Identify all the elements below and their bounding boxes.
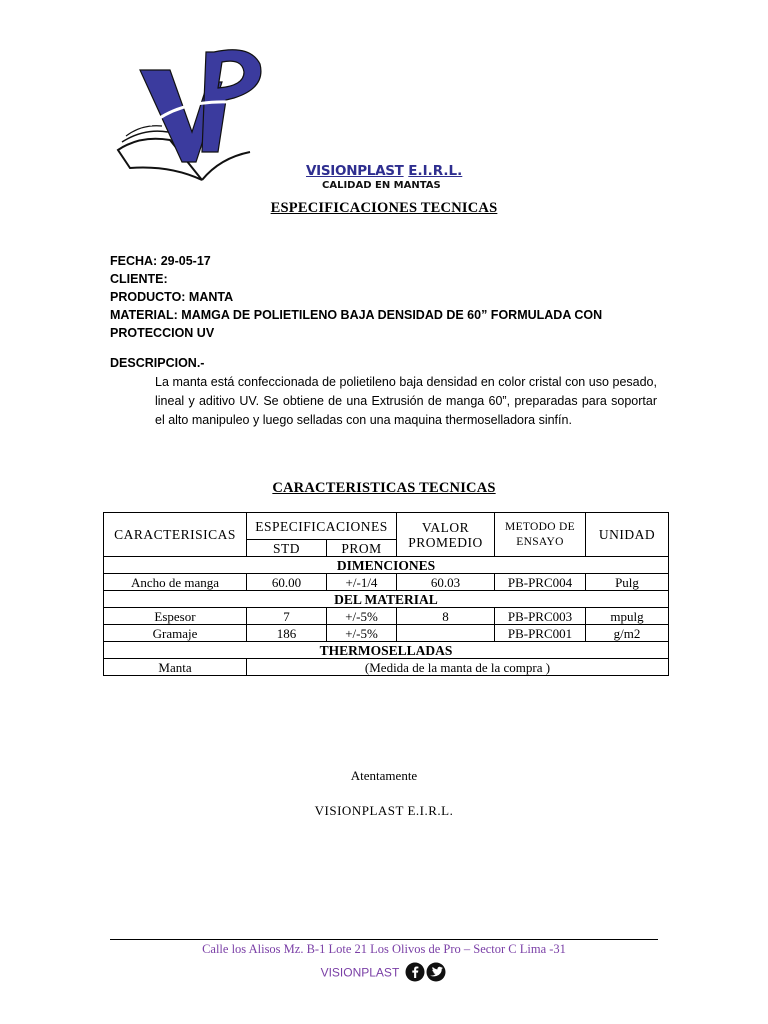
table-row: [104, 608, 669, 625]
document-title: ESPECIFICACIONES TECNICAS: [270, 200, 498, 216]
meta-fecha: FECHA: 29-05-17: [110, 254, 211, 268]
section-dimensiones: DIMENCIONES: [104, 557, 669, 574]
cell-prom: +/-5%: [327, 608, 397, 625]
cell-valor: 8: [397, 608, 495, 625]
cell-prom: +/-1/4: [327, 574, 397, 591]
description-body: La manta está confeccionada de polietileno baja densidad en color cristal con uso pesado, lineal y aditivo UV. Se obtiene de una Extrusión de manga 60”, preparadas para soportar el alto manipuleo y luego selladas con una maquina thermoselladora sinfín.: [155, 375, 657, 427]
cell-note: (Medida de la manta de la compra ): [247, 659, 669, 676]
spec-table: [103, 512, 669, 676]
cell-name: Manta: [104, 659, 247, 676]
cell-metodo: PB-PRC003: [495, 608, 586, 625]
meta-producto: PRODUCTO: MANTA: [110, 290, 234, 304]
logo-tagline: CALIDAD EN MANTAS: [322, 180, 441, 191]
meta-material-cont: PROTECCION UV: [110, 326, 215, 340]
twitter-icon[interactable]: [427, 963, 446, 982]
table-row: [104, 625, 669, 642]
cell-unidad: Pulg: [586, 574, 669, 591]
section-row: [104, 591, 669, 608]
facebook-icon[interactable]: [406, 963, 425, 982]
cell-name: Espesor: [104, 608, 247, 625]
closing-company: VISIONPLAST E.I.R.L.: [314, 803, 454, 818]
header-caracteristicas: CARACTERISICAS: [104, 513, 247, 557]
header-unidad: UNIDAD: [586, 513, 669, 557]
cell-name: Gramaje: [104, 625, 247, 642]
cell-metodo: PB-PRC004: [495, 574, 586, 591]
cell-unidad: g/m2: [586, 625, 669, 642]
meta-cliente: CLIENTE:: [110, 272, 168, 286]
tech-title: CARACTERISTICAS TECNICAS: [272, 480, 496, 496]
header-metodo: [495, 513, 586, 557]
cell-valor: [397, 625, 495, 642]
footer-brand-line: [0, 962, 768, 985]
table-row: [104, 659, 669, 676]
cell-valor: 60.03: [397, 574, 495, 591]
cell-std: 60.00: [247, 574, 327, 591]
cell-name: Ancho de manga: [104, 574, 247, 591]
document-meta: [110, 252, 602, 342]
cell-std: 7: [247, 608, 327, 625]
cell-metodo: PB-PRC001: [495, 625, 586, 642]
footer-address: Calle los Alisos Mz. B-1 Lote 21 Los Olivos de Pro – Sector C Lima -31: [202, 942, 566, 956]
logo-brand-suffix: E.I.R.L.: [408, 163, 463, 179]
header-especificaciones: ESPECIFICACIONES: [247, 513, 397, 540]
social-icons: [405, 962, 447, 985]
section-row: [104, 557, 669, 574]
cell-unidad: mpulg: [586, 608, 669, 625]
cell-std: 186: [247, 625, 327, 642]
description-heading: DESCRIPCION.-: [110, 356, 205, 370]
section-row: [104, 642, 669, 659]
section-material: DEL MATERIAL: [104, 591, 669, 608]
header-std: STD: [247, 540, 327, 557]
header-prom: PROM: [327, 540, 397, 557]
logo-brand: [306, 163, 462, 179]
header-metodo-2: ENSAYO: [516, 535, 564, 548]
company-logo: [110, 40, 463, 191]
footer-brand: VISIONPLAST: [320, 965, 400, 980]
closing-salutation: Atentamente: [350, 768, 418, 783]
logo-brand-name: VISIONPLAST: [306, 163, 404, 179]
header-valor-1: VALOR: [421, 519, 470, 535]
header-metodo-1: METODO DE: [505, 520, 575, 533]
header-valor: [397, 513, 495, 557]
table-row: [104, 574, 669, 591]
footer-divider: [110, 939, 658, 940]
header-valor-2: PROMEDIO: [408, 534, 483, 550]
meta-material: MATERIAL: MAMGA DE POLIETILENO BAJA DENSIDAD DE 60” FORMULADA CON: [110, 308, 603, 322]
logo-text: [306, 163, 462, 191]
table-header-row: [104, 513, 669, 540]
section-thermo: THERMOSELLADAS: [104, 642, 669, 659]
cell-prom: +/-5%: [327, 625, 397, 642]
